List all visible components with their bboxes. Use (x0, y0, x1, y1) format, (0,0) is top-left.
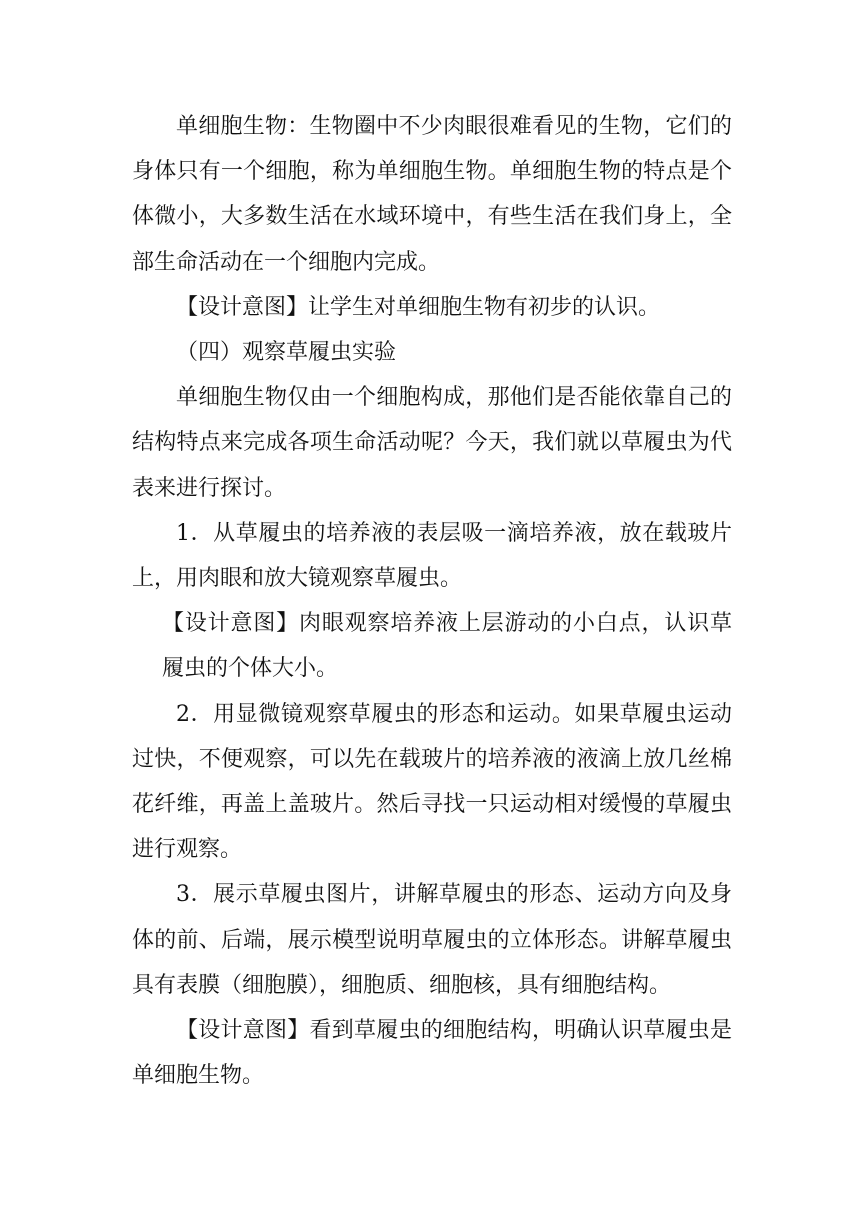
paragraph-introduction: 单细胞生物仅由一个细胞构成，那他们是否能依靠自己的结构特点来完成各项生命活动呢？今天，我们就以草履虫为代表来进行探讨。 (132, 385, 732, 501)
document-body (132, 104, 732, 1098)
section-heading-observe-paramecium: （四）观察草履虫实验 (176, 340, 397, 366)
paragraph-design-intent-2: 【设计意图】肉眼观察培养液上层游动的小白点，认识草履虫的个体大小。 (162, 611, 732, 682)
paragraph-step-3: 3．展示草履虫图片，讲解草履虫的形态、运动方向及身体的前、后端，展示模型说明草履虫的立体形态。讲解草履虫具有表膜（细胞膜），细胞质、细胞核，具有细胞结构。 (132, 882, 732, 998)
paragraph-design-intent-3: 【设计意图】看到草履虫的细胞结构，明确认识草履虫是单细胞生物。 (132, 1018, 732, 1089)
paragraph-design-intent-1: 【设计意图】让学生对单细胞生物有初步的认识。 (176, 294, 661, 320)
paragraph-step-2: 2．用显微镜观察草履虫的形态和运动。如果草履虫运动过快，不便观察，可以先在载玻片的培养液的液滴上放几丝棉花纤维，再盖上盖玻片。然后寻找一只运动相对缓慢的草履虫进行观察。 (132, 701, 732, 863)
paragraph-unicellular-definition: 单细胞生物：生物圈中不少肉眼很难看见的生物，它们的身体只有一个细胞，称为单细胞生物。单细胞生物的特点是个体微小，大多数生活在水域环境中，有些生活在我们身上，全部生命活动在一个细胞内完成。 (132, 114, 732, 275)
paragraph-step-1: 1．从草履虫的培养液的表层吸一滴培养液，放在载玻片上，用肉眼和放大镜观察草履虫。 (132, 520, 732, 592)
